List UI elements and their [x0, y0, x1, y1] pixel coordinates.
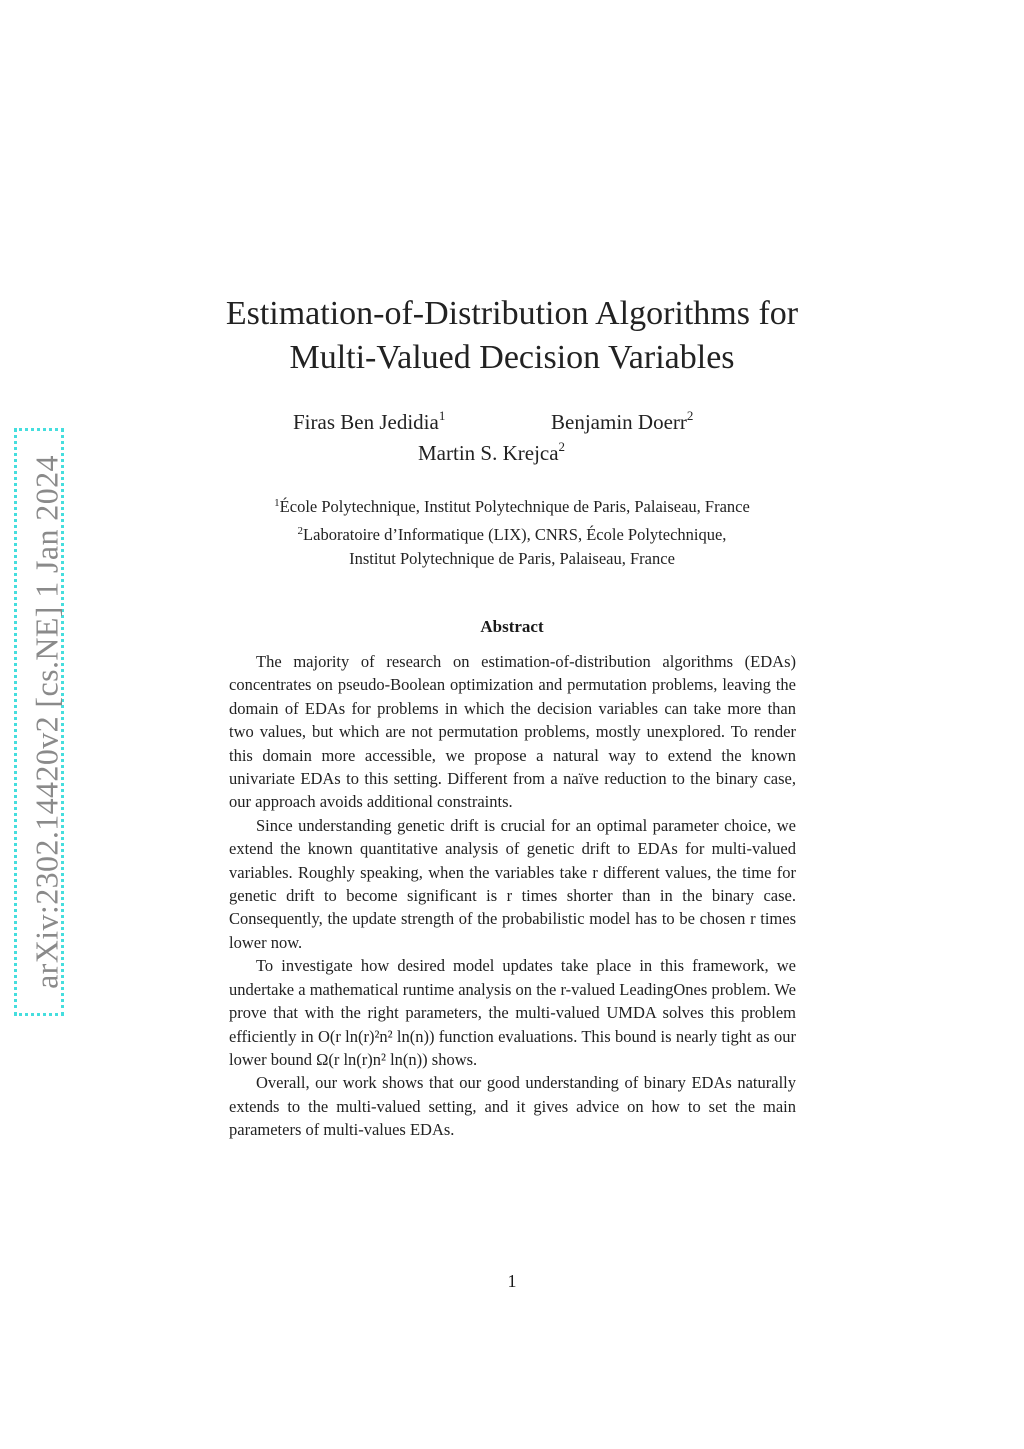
abstract-heading: Abstract	[480, 617, 544, 636]
affiliation-line	[120, 547, 904, 571]
title-line-1: Estimation-of-Distribution Algorithms for	[225, 295, 799, 332]
abstract-paragraph-1: The majority of research on estimation-of-distribution algorithms (EDAs) concentrates on pseudo-Boolean optimization and permutation problems, leaving the domain of EDAs for problems in which the decision variables can take more than two values, but which are not permutation problems, mostly unexplored. To render this domain more accessible, we propose a natural way to extend the known univariate EDAs to this setting. Different from a naïve reduction to the binary case, our approach avoids additional constraints.	[229, 652, 796, 812]
author-name: Firas Ben Jedidia	[293, 410, 439, 434]
author-affil-mark: 1	[438, 408, 446, 423]
abstract-paragraph-2: Since understanding genetic drift is crucial for an optimal parameter choice, we extend the known quantitative analysis of genetic drift to EDAs for multi-valued variables. Roughly speaking, when the variables take r different values, the time for genetic drift to become significant is r times shorter than in the binary case. Consequently, the update strength of the probabilistic model has to be chosen r times lower now.	[229, 815, 796, 952]
affiliation-line	[120, 519, 904, 547]
affil-mark: 2	[297, 525, 304, 537]
author-affil-mark: 2	[558, 439, 566, 454]
page-number: 1	[507, 1271, 517, 1291]
author-name: Benjamin Doerr	[551, 410, 687, 434]
affiliations	[120, 491, 904, 571]
arxiv-identifier: arXiv:2302.14420v2 [cs.NE] 1 Jan 2024	[28, 455, 65, 989]
author-1	[293, 408, 445, 435]
paper-title	[120, 292, 904, 380]
abstract-paragraph-3: To investigate how desired model updates take place in this framework, we undertake a mathematical runtime analysis on the r-valued LeadingOnes problem. We prove that with the right parameters, the multi-valued UMDA solves this problem efficiently in O(r ln(r)²n² ln(n)) function evaluations. This bound is nearly tight as our lower bound Ω(r ln(r)n² ln(n)) shows.	[229, 956, 796, 1069]
author-name: Martin S. Krejca	[418, 441, 559, 465]
affil-text: École Polytechnique, Institut Polytechnique de Paris, Palaiseau, France	[279, 497, 750, 516]
affil-mark: 1	[274, 497, 280, 509]
abstract-body	[229, 650, 796, 1142]
affiliation-line	[120, 491, 904, 519]
affil-text: Laboratoire d’Informatique (LIX), CNRS, École Polytechnique,	[303, 525, 727, 544]
author-3	[418, 439, 565, 466]
author-affil-mark: 2	[686, 408, 694, 423]
author-2	[551, 408, 693, 435]
title-line-2: Multi-Valued Decision Variables	[289, 339, 735, 376]
affil-text: Institut Polytechnique de Paris, Palaiseau, France	[349, 549, 675, 568]
abstract-paragraph-4: Overall, our work shows that our good understanding of binary EDAs naturally extends to the multi-valued setting, and it gives advice on how to set the main parameters of multi-values EDAs.	[229, 1073, 796, 1140]
